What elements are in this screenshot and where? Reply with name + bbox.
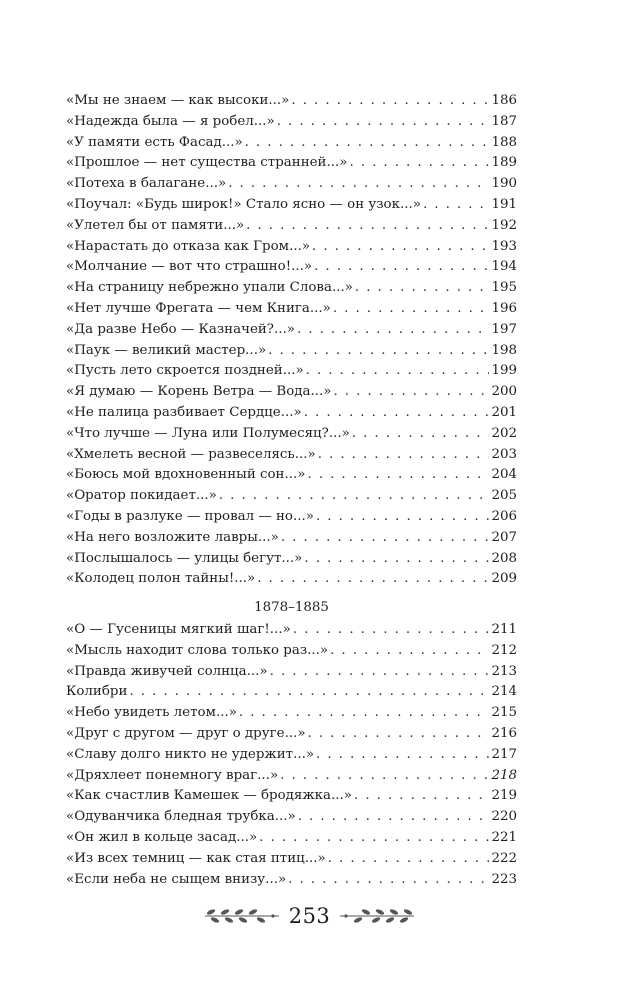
toc-entry[interactable]: «Одуванчика бледная трубка...» . . . 220	[66, 807, 517, 828]
toc-entry[interactable]: «Годы в разлуке — провал — но...» . . . 206	[66, 507, 517, 528]
toc-entry[interactable]: «На него возложите лавры...» . . . 207	[66, 528, 517, 549]
toc-entry[interactable]: «Друг с другом — друг о друге...» . . . 216	[66, 724, 517, 745]
toc-entry[interactable]: «Прошлое — нет существа странней...» . . . 189	[66, 153, 517, 174]
section-heading: 1878–1885	[254, 600, 329, 615]
toc-entry[interactable]: «Как счастлив Камешек — бродяжка...» . . . 219	[66, 786, 517, 807]
toc-entry[interactable]: «Он жил в кольце засад...» . . . 221	[66, 828, 517, 849]
toc-entry[interactable]: «Потеха в балагане...» . . . 190	[66, 174, 517, 195]
page-footer	[0, 896, 619, 936]
toc-entry[interactable]: «Правда живучей солнца...» . . . 213	[66, 662, 517, 683]
toc-entry[interactable]: «О — Гусеницы мягкий шаг!...» . . . 211	[66, 620, 517, 641]
toc-entry[interactable]: «Славу долго никто не удержит...» . . . 217	[66, 745, 517, 766]
toc-entry[interactable]: «Что лучше — Луна или Полумесяц?...» . . . 202	[66, 424, 517, 445]
toc-entry[interactable]: «Колодец полон тайны!...» . . . 209	[66, 569, 517, 590]
laurel-left-icon	[201, 906, 283, 926]
toc-entry[interactable]: «Нет лучше Фрегата — чем Книга...» . . . 196	[66, 299, 517, 320]
toc-entry[interactable]: «Если неба не сыщем внизу...» . . . 223	[66, 870, 517, 891]
page-number: 253	[288, 904, 331, 928]
toc-entry[interactable]: «Мы не знаем — как высоки...» . . . 186	[66, 91, 517, 112]
toc-entry[interactable]: «Да разве Небо — Казначей?...» . . . 197	[66, 320, 517, 341]
toc-entry[interactable]: «Надежда была — я робел...» . . . 187	[66, 112, 517, 133]
toc-entry[interactable]: «Паук — великий мастер...» . . . 198	[66, 341, 517, 362]
toc-entry[interactable]: «Я думаю — Корень Ветра — Вода...» . . . 200	[66, 382, 517, 403]
toc-entry[interactable]: «На страницу небрежно упали Слова...» . . . 195	[66, 278, 517, 299]
toc-entry[interactable]: «Нарастать до отказа как Гром...» . . . 193	[66, 237, 517, 258]
toc-entry[interactable]: «Мысль находит слова только раз...» . . . 212	[66, 641, 517, 662]
toc-entry[interactable]: «Молчание — вот что страшно!...» . . . 194	[66, 257, 517, 278]
toc-entry[interactable]: «Пусть лето скроется поздней...» . . . 199	[66, 361, 517, 382]
toc-entry[interactable]: «Оратор покидает...» . . . 205	[66, 486, 517, 507]
toc-entry[interactable]: «Не палица разбивает Сердце...» . . . 201	[66, 403, 517, 424]
toc-entry[interactable]: «Из всех темниц — как стая птиц...» . . . 222	[66, 849, 517, 870]
toc-entry[interactable]: «У памяти есть Фасад...» . . . 188	[66, 133, 517, 154]
toc-entry[interactable]: «Поучал: «Будь широк!» Стало ясно — он узок...» . . . 191	[66, 195, 517, 216]
toc-entry[interactable]: «Дряхлеет понемногу враг...» . . . 218	[66, 766, 517, 787]
toc-list-2	[66, 620, 517, 890]
toc-entry[interactable]: «Хмелеть весной — развеселясь...» . . . 203	[66, 445, 517, 466]
toc-entry[interactable]: Колибри . . . 214	[66, 682, 517, 703]
laurel-right-icon	[336, 906, 418, 926]
toc-list-1	[66, 91, 517, 590]
toc-entry[interactable]: «Послышалось — улицы бегут...» . . . 208	[66, 549, 517, 570]
toc-entry[interactable]: «Боюсь мой вдохновенный сон...» . . . 204	[66, 465, 517, 486]
toc-entry[interactable]: «Небо увидеть летом...» . . . 215	[66, 703, 517, 724]
toc-entry[interactable]: «Улетел бы от памяти...» . . . 192	[66, 216, 517, 237]
